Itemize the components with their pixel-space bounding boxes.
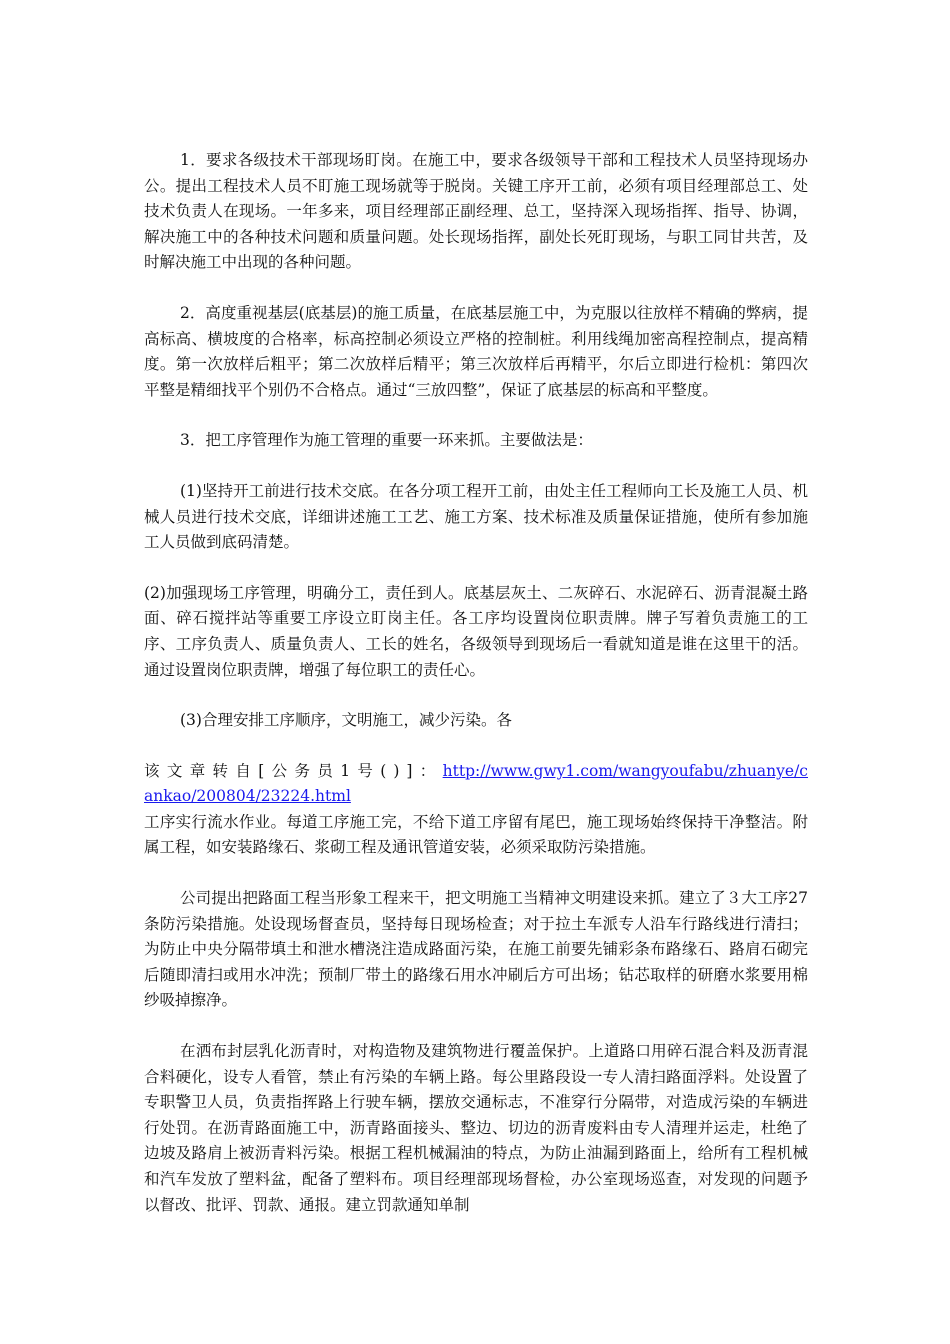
paragraph-1: 1．要求各级技术干部现场盯岗。在施工中，要求各级领导干部和工程技术人员坚持现场办公。提出工程技术人员不盯施工现场就等于脱岗。关键工序开工前，必须有项目经理部总工、处技术负责人在现场。一年多来，项目经理部正副经理、总工，坚持深入现场指挥、指导、协调，解决施工中的各种技术问题和质量问题。处长现场指挥，副处长死盯现场，与职工同甘共苦，及时解决施工中出现的各种问题。	[144, 151, 808, 272]
paragraph-7: 工序实行流水作业。每道工序施工完，不给下道工序留有尾巴，施工现场始终保持干净整洁。附属工程，如安装路缘石、浆砌工程及通讯管道安装，必须采取防污染措施。	[144, 812, 808, 857]
source-attribution	[144, 759, 808, 810]
paragraph-3: 3．把工序管理作为施工管理的重要一环来抓。主要做法是：	[180, 431, 593, 450]
paragraph-5: (2)加强现场工序管理，明确分工，责任到人。底基层灰土、二灰碎石、水泥碎石、沥青混凝土路面、碎石搅拌站等重要工序设立盯岗主任。各工序均设置岗位职责牌。牌子写着负责施工的工序、工序负责人、质量负责人、工长的姓名，各级领导到现场后一看就知道是谁在这里干的活。通过设置岗位职责牌，增强了每位职工的责任心。	[144, 583, 808, 679]
paragraph-8: 公司提出把路面工程当形象工程来干，把文明施工当精神文明建设来抓。建立了３大工序27条防污染措施。处设现场督查员，坚持每日现场检查；对于拉土车派专人沿车行路线进行清扫；为防止中央分隔带填土和泄水槽浇注造成路面污染，在施工前要先铺彩条布路缘石、路肩石砌完后随即清扫或用水冲洗；预制厂带土的路缘石用水冲刷后方可出场；钻芯取样的研磨水浆要用棉纱吸掉擦净。	[144, 889, 808, 1010]
source-link[interactable]: http://www.gwy1.com/wangyoufabu/zhuanye/cankao/200804/23224.html	[144, 761, 808, 806]
paragraph-6: (3)合理安排工序顺序，文明施工，减少污染。各	[180, 711, 512, 730]
paragraph-4: (1)坚持开工前进行技术交底。在各分项工程开工前，由处主任工程师向工长及施工人员、机械人员进行技术交底，详细讲述施工工艺、施工方案、技术标准及质量保证措施，使所有参加施工人员做到底码清楚。	[144, 481, 808, 552]
document-page	[144, 148, 808, 1243]
paragraph-9: 在洒布封层乳化沥青时，对构造物及建筑物进行覆盖保护。上道路口用碎石混合料及沥青混合料硬化，设专人看管，禁止有污染的车辆上路。每公里路段设一专人清扫路面浮料。处设置了专职警卫人员，负责指挥路上行驶车辆，摆放交通标志，不准穿行分隔带，对造成污染的车辆进行处罚。在沥青路面施工中，沥青路面接头、整边、切边的沥青废料由专人清理并运走，杜绝了边坡及路肩上被沥青料污染。根据工程机械漏油的特点，为防止油漏到路面上，给所有工程机械和汽车发放了塑料盆，配备了塑料布。项目经理部现场督检，办公室现场巡查，对发现的问题予以督改、批评、罚款、通报。建立罚款通知单制	[144, 1042, 808, 1214]
paragraph-2: 2．高度重视基层(底基层)的施工质量，在底基层施工中，为克服以往放样不精确的弊病，提高标高、横坡度的合格率，标高控制必须设立严格的控制桩。利用线绳加密高程控制点，提高精度。第一次放样后粗平；第二次放样后精平；第三次放样后再精平，尔后立即进行检机：第四次平整是精细找平个别仍不合格点。通过“三放四整”，保证了底基层的标高和平整度。	[144, 303, 808, 399]
source-label: 该文章转自[公务员1号()]：	[144, 761, 443, 780]
